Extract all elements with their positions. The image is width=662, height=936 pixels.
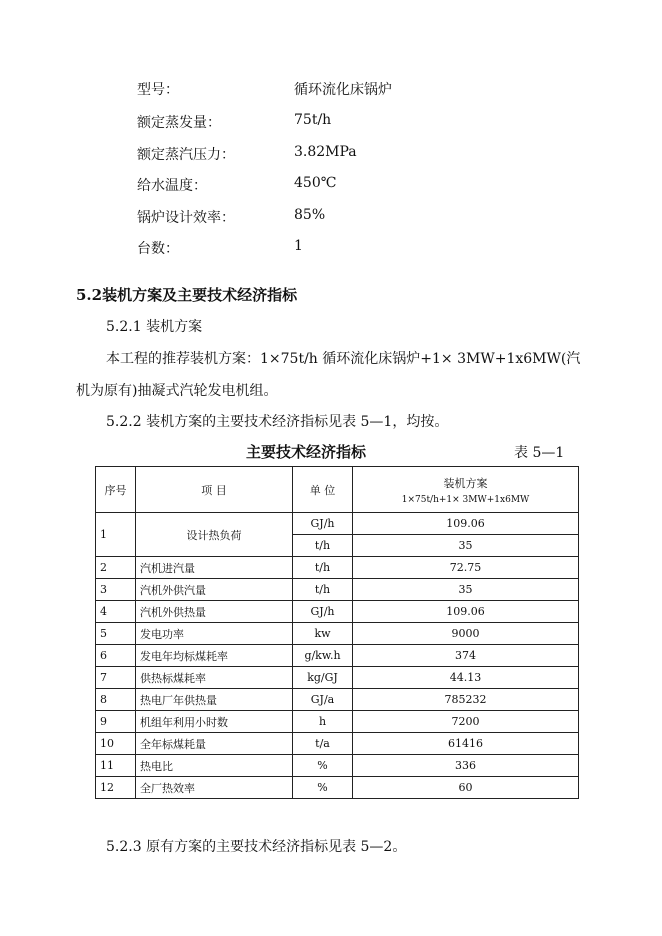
row-seq: 10 — [96, 733, 136, 755]
header-scheme — [353, 467, 579, 513]
section-heading: 5.2装机方案及主要技术经济指标 — [76, 286, 298, 304]
header-item: 项 目 — [136, 467, 293, 513]
row-unit: t/h — [293, 557, 353, 579]
row-seq: 2 — [96, 557, 136, 579]
row-unit: h — [293, 711, 353, 733]
table-row — [96, 667, 579, 689]
row-item: 热电比 — [136, 755, 293, 777]
paragraph-line: 本工程的推荐装机方案：1×75t/h 循环流化床锅炉+1× 3MW+1x6MW(汽 — [106, 351, 581, 367]
table-caption: 主要技术经济指标 — [246, 443, 367, 461]
header-seq: 序号 — [96, 467, 136, 513]
table-row — [96, 711, 579, 733]
spec-value: 450℃ — [294, 175, 337, 191]
spec-value: 75t/h — [294, 112, 332, 128]
row-seq: 4 — [96, 601, 136, 623]
spec-label: 锅炉设计效率： — [137, 210, 235, 226]
table-row — [96, 601, 579, 623]
paragraph-line: 机为原有)抽凝式汽轮发电机组。 — [76, 383, 278, 399]
row-unit: t/a — [293, 733, 353, 755]
table-row — [96, 579, 579, 601]
row-seq: 11 — [96, 755, 136, 777]
row-value: 374 — [353, 645, 579, 667]
table-row — [96, 777, 579, 799]
row-value: 35 — [353, 535, 579, 557]
row-value: 109.06 — [353, 513, 579, 535]
table-number: 表 5—1 — [514, 445, 565, 461]
row-seq: 5 — [96, 623, 136, 645]
row-value: 7200 — [353, 711, 579, 733]
header-unit: 单 位 — [293, 467, 353, 513]
spec-value: 1 — [294, 238, 303, 254]
row-unit: kw — [293, 623, 353, 645]
row-item: 汽机外供汽量 — [136, 579, 293, 601]
row-item: 供热标煤耗率 — [136, 667, 293, 689]
spec-value: 循环流化床锅炉 — [294, 82, 392, 98]
row-unit: GJ/h — [293, 513, 353, 535]
row-unit: t/h — [293, 579, 353, 601]
row-unit: % — [293, 755, 353, 777]
row-unit: g/kw.h — [293, 645, 353, 667]
row-unit: GJ/h — [293, 601, 353, 623]
row-value: 336 — [353, 755, 579, 777]
table-row — [96, 645, 579, 667]
paragraph: 5.2.3 原有方案的主要技术经济指标见表 5—2。 — [106, 839, 407, 855]
table-row — [96, 557, 579, 579]
spec-label: 额定蒸汽压力： — [137, 147, 235, 163]
row-value: 35 — [353, 579, 579, 601]
header-scheme-config: 1×75t/h+1× 3MW+1x6MW — [401, 494, 530, 505]
table-row — [96, 513, 579, 535]
row-unit: % — [293, 777, 353, 799]
header-scheme-title: 装机方案 — [443, 476, 488, 490]
spec-label: 额定蒸发量： — [137, 115, 221, 131]
row-value: 61416 — [353, 733, 579, 755]
row-unit: kg/GJ — [293, 667, 353, 689]
spec-label: 台数： — [137, 241, 179, 257]
spec-label: 型号： — [137, 82, 179, 98]
row-value: 109.06 — [353, 601, 579, 623]
row-item: 发电年均标煤耗率 — [136, 645, 293, 667]
row-seq: 8 — [96, 689, 136, 711]
row-seq: 1 — [96, 513, 136, 557]
row-value: 785232 — [353, 689, 579, 711]
row-seq: 6 — [96, 645, 136, 667]
row-item: 发电功率 — [136, 623, 293, 645]
table-row — [96, 755, 579, 777]
row-value: 44.13 — [353, 667, 579, 689]
spec-value: 3.82MPa — [294, 144, 357, 160]
row-value: 60 — [353, 777, 579, 799]
sub-heading: 5.2.1 装机方案 — [106, 319, 203, 335]
table-row — [96, 733, 579, 755]
row-item: 汽机外供热量 — [136, 601, 293, 623]
row-item: 全年标煤耗量 — [136, 733, 293, 755]
row-item: 机组年利用小时数 — [136, 711, 293, 733]
table-row — [96, 623, 579, 645]
row-seq: 9 — [96, 711, 136, 733]
spec-label: 给水温度： — [137, 178, 207, 194]
spec-value: 85% — [294, 207, 326, 223]
row-unit: t/h — [293, 535, 353, 557]
row-item: 全厂热效率 — [136, 777, 293, 799]
row-seq: 7 — [96, 667, 136, 689]
row-item: 设计热负荷 — [136, 513, 293, 557]
indicators-table — [95, 466, 579, 799]
paragraph: 5.2.2 装机方案的主要技术经济指标见表 5—1，均按。 — [106, 414, 449, 430]
row-seq: 12 — [96, 777, 136, 799]
row-item: 热电厂年供热量 — [136, 689, 293, 711]
row-unit: GJ/a — [293, 689, 353, 711]
row-value: 72.75 — [353, 557, 579, 579]
table-row — [96, 689, 579, 711]
row-item: 汽机进汽量 — [136, 557, 293, 579]
row-value: 9000 — [353, 623, 579, 645]
row-seq: 3 — [96, 579, 136, 601]
table-header-row — [96, 467, 579, 513]
